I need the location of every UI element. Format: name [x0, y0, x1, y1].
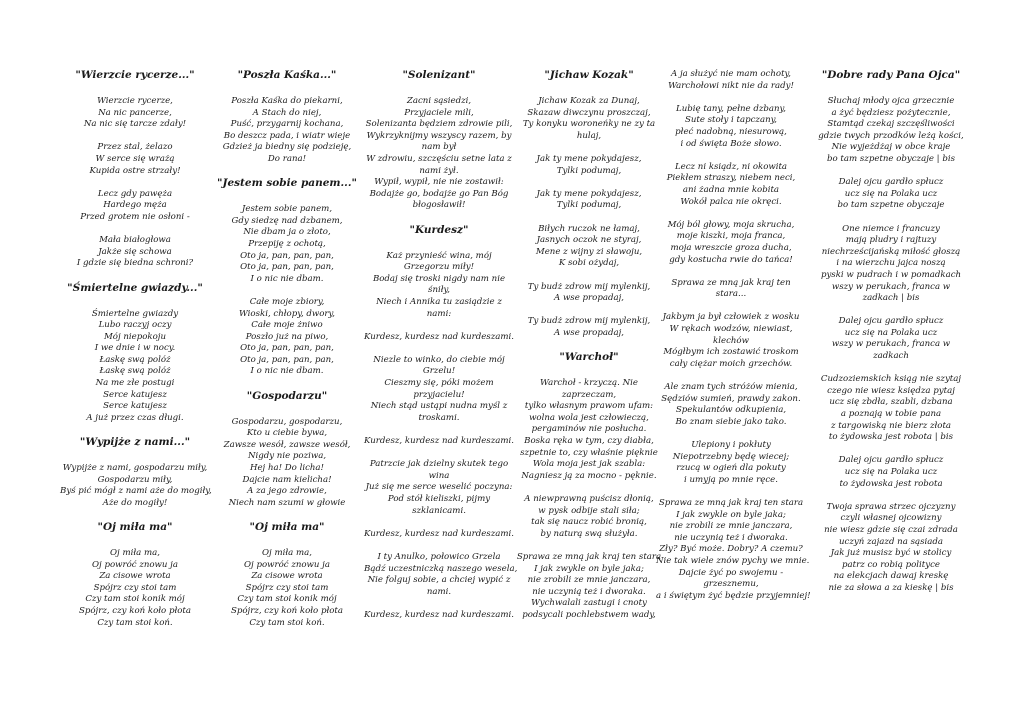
verse-line: I gdzie się biedna schroni?: [76, 258, 194, 269]
verse-line: Boska ręka w tym, czy diabła,: [524, 436, 654, 447]
verse-line: Grzelu!: [422, 366, 456, 377]
verse-line: Jak ty mene pokydajesz,: [536, 153, 642, 164]
verse-line: nie zrobili ze mnie janczara,: [669, 521, 793, 532]
verse-line: Byś pić mógł z nami aże do mogiły,: [60, 486, 212, 497]
verse-line: Czy tam stoi konik mój: [237, 594, 337, 605]
verse-line: stara...: [715, 289, 747, 300]
verse-line: Dajcie nam kielicha!: [242, 474, 332, 485]
verse-line: Jak już musisz być w stolicy: [830, 548, 952, 559]
verse-line: Bodajże go, bodajże go Pan Bóg: [369, 188, 509, 199]
stanza-break: [656, 266, 806, 278]
verse-line: płeć nadobną, niesurową,: [675, 126, 787, 137]
verse-line: Spójrz, czy koń koło płota: [230, 605, 343, 616]
verse-line: W rękach wodzów, niewiast,: [669, 324, 793, 335]
verse-line: a i świętym żyć będzie przyjemniej!: [656, 590, 811, 601]
verse-line: Kurdesz, kurdesz nad kurdeszami.: [364, 528, 514, 539]
verse-line: Jak ty mene pokydajesz,: [536, 188, 642, 199]
song-break: [60, 270, 210, 282]
verse-line: wina: [428, 470, 450, 481]
verse-line: Na me złe postugi: [95, 378, 175, 389]
song-block: [60, 521, 210, 629]
stanza-break: [514, 540, 664, 552]
verse-line: klechów: [713, 335, 749, 346]
verse-line: czyli własnej ojcowizny: [840, 513, 942, 524]
song-title: "Wierzcie rycerze...": [75, 69, 195, 81]
verse-line: Oj miła ma,: [262, 548, 312, 558]
verse-line: Nagniesz ją za mocno - pęknie.: [521, 470, 657, 481]
verse-line: Wypijże z nami, gospodarzu miły,: [62, 463, 208, 474]
verse-line: Gospodarzu, gospodarzu,: [231, 416, 343, 427]
column-2: [212, 69, 362, 629]
verse-line: Wykrzyknijmy wszyscy razem, by: [366, 130, 512, 141]
verse-line: A ja służyć nie mam ochoty,: [671, 69, 791, 79]
stanza-break: [364, 540, 514, 552]
verse-line: nie uczynią też i dworaka.: [674, 532, 788, 543]
verse-line: niechrześcijańską miłość głoszą: [821, 246, 961, 257]
verse-line: Serce katujesz: [103, 389, 167, 400]
song-block: [514, 351, 664, 621]
verse-line: Kurdesz, kurdesz nad kurdeszami.: [364, 609, 514, 620]
verse-line: na elekcjach dawaj kreskę: [833, 571, 949, 582]
verse-line: Nie tak wiele znów pychy we mnie.: [656, 555, 810, 566]
verse-line: Spójrz czy stoi tam: [93, 582, 177, 593]
column-1: [60, 69, 210, 629]
verse-line: ucz się na Polaka ucz: [844, 327, 938, 338]
verse-line: ani żadna mnie kobita: [682, 184, 780, 195]
verse-line: I jak zwykle on byle jaka;: [534, 563, 644, 574]
verse-line: Czy tam stoi koń.: [97, 617, 173, 628]
stanza-break: [60, 131, 210, 143]
verse-line: Oj miła ma,: [110, 548, 160, 558]
verse-line: Każ przynieść wina, mój: [386, 250, 492, 261]
verse-line: Serce katujesz: [103, 401, 167, 412]
verse-line: Lecz ni ksiądz, ni okowita: [674, 161, 788, 172]
verse-line: Niezle to winko, do ciebie mój: [373, 354, 505, 365]
verse-line: Bądź uczestniczką naszego wesela,: [364, 563, 518, 574]
song-break: [60, 509, 210, 521]
song-break: [212, 378, 362, 390]
verse-line: nami żył.: [419, 165, 459, 176]
stanza-break: [514, 142, 664, 154]
verse-line: Nie wyjeżdżaj w obce kraje: [831, 142, 951, 153]
verse-line: K sobi ożydaj,: [558, 258, 620, 269]
stanza-break: [364, 424, 514, 436]
verse-line: nami:: [426, 308, 452, 319]
verse-line: Jakże się schowa: [98, 246, 172, 257]
verse-line: zadkach: [873, 351, 909, 362]
stanza-break: [514, 270, 664, 282]
song-break: [212, 166, 362, 178]
stanza-break: [656, 150, 806, 162]
verse-line: nie wiesz gdzie się czai zdrada: [824, 524, 958, 535]
verse-line: cały ciężar moich grzechów.: [669, 358, 793, 369]
verse-line: nie zrobili ze mnie janczara,: [527, 575, 651, 586]
column-6: [816, 69, 966, 595]
verse-line: Aże do mogiły!: [102, 497, 168, 508]
verse-line: Spójrz, czy koń koło płota: [78, 605, 191, 616]
verse-line: Patrzcie jak dzielny skutek tego: [369, 459, 509, 470]
verse-line: A niewprawną puścisz dłonią,: [524, 494, 654, 504]
verse-line: Kurdesz, kurdesz nad kurdeszami.: [364, 436, 514, 447]
verse-line: Mała białogłowa: [99, 235, 171, 246]
verse-line: A za jego zdrowie,: [247, 486, 327, 497]
verse-line: W serce się wrażą: [95, 153, 175, 164]
stanza-break: [364, 343, 514, 355]
stanza-break: [656, 428, 806, 440]
stanza-break: [364, 448, 514, 460]
verse-line: uczyń zajazd na sąsiada: [838, 536, 944, 547]
verse-line: Wokół palca nie okręci.: [680, 196, 782, 207]
verse-line: to żydowska jest robota | bis: [828, 432, 954, 443]
stanza-break: [514, 177, 664, 189]
stanza-break: [656, 92, 806, 104]
verse-line: Nigdy nie poziwa,: [247, 451, 327, 462]
column-5: [656, 69, 811, 602]
verse-line: podsycali pochlebstwem wady,: [522, 609, 656, 620]
song-block: [212, 177, 362, 390]
verse-line: Łaskę swą polóż: [99, 366, 171, 377]
song-block: [364, 69, 514, 224]
song-block: [816, 69, 966, 595]
verse-line: gdzie twych przodków leżą kości,: [818, 130, 964, 141]
verse-line: Lecz gdy pawęża: [97, 188, 173, 199]
song-block: [514, 69, 664, 351]
stanza-break: [816, 305, 966, 317]
verse-line: Pod stół kieliszki, pijmy: [387, 494, 491, 504]
verse-line: Lubię tany, pełne dzbany,: [676, 103, 786, 114]
stanza-break: [816, 490, 966, 502]
verse-line: I we dnie i w nocy.: [94, 343, 176, 354]
verse-line: Oto ja, pan, pan, pan,: [240, 343, 334, 354]
verse-line: One niemce i francuzy: [842, 223, 940, 234]
verse-line: z targowiską nie bierz złota: [830, 420, 952, 431]
verse-line: A wse propadaj,: [554, 293, 624, 304]
stanza-break: [514, 212, 664, 224]
verse-line: zadkach | bis: [862, 293, 920, 304]
verse-line: grzesznemu,: [703, 579, 759, 590]
verse-line: Hej ha! Do licha!: [249, 463, 325, 474]
verse-line: to żydowska jest robota: [839, 478, 943, 489]
verse-line: Ty budż zdrow mij mylenkij,: [527, 316, 651, 327]
stanza-break: [60, 224, 210, 236]
verse-line: Ty budż zdrow mij mylenkij,: [527, 281, 651, 292]
verse-line: nam był: [421, 142, 457, 153]
verse-line: Jasnych oczok ne styraj,: [536, 235, 642, 246]
song-title: "Oj miła ma": [249, 521, 325, 533]
song-title: "Solenizant": [402, 69, 476, 81]
verse-line: tylko własnym prawom ufam:: [524, 401, 654, 412]
verse-line: A wse propadaj,: [554, 327, 624, 338]
verse-line: Dajcie żyć po swojemu -: [678, 567, 784, 578]
verse-line: Bodaj się troski nigdy nam nie: [372, 273, 506, 284]
stanza-break: [816, 363, 966, 375]
verse-line: Czy tam stoi konik mój: [85, 594, 185, 605]
song-title: "Warchoł": [559, 351, 619, 364]
verse-line: Dalej ojcu gardło spłucz: [838, 177, 944, 188]
verse-line: Jestem sobie panem,: [241, 204, 333, 215]
song-title: "Dobre rady Pana Ojca": [821, 69, 961, 81]
verse-line: Niech nam szumi w głowie: [228, 497, 346, 508]
verse-line: Nie dbam ja o złoto,: [243, 227, 331, 238]
verse-line: Oto ja, pan, pan, pan,: [240, 250, 334, 261]
verse-line: Niech i Annika tu zasiądzie z: [376, 296, 502, 307]
song-block: [212, 390, 362, 521]
verse-line: i umyją po mnie ręce.: [683, 474, 779, 485]
stanza-break: [656, 301, 806, 313]
verse-line: Mene z wijny zi sławoju,: [535, 246, 643, 257]
verse-line: Wierzcie rycerze,: [97, 96, 173, 106]
verse-line: Przepiję z ochotą,: [248, 238, 326, 249]
verse-line: wszy w perukach, franca w: [831, 339, 951, 350]
verse-line: bo tam szpetne obyczaje: [837, 200, 945, 211]
verse-line: w pysk odbije stali siła;: [538, 505, 640, 516]
verse-line: Kurdesz, kurdesz nad kurdeszami.: [364, 331, 514, 342]
verse-line: Przez stal, żelazo: [97, 142, 173, 153]
column-3: [364, 69, 518, 622]
verse-line: Przed grotem nie osłoni -: [80, 211, 190, 222]
verse-line: a żyć będziesz pożytecznie,: [831, 107, 951, 118]
verse-line: a poznają w tobie pana: [840, 409, 942, 420]
verse-line: Poszła Kaśka do piekarni,: [231, 96, 343, 106]
song-title: "Poszła Kaśka...": [237, 69, 337, 81]
stanza-break: [60, 177, 210, 189]
verse-line: Stamtąd czekaj szczęśliwości: [827, 119, 955, 130]
verse-line: A Stach do niej,: [252, 107, 322, 118]
verse-line: Niepotrzebny będę wiecej;: [672, 451, 790, 462]
song-title: "Jestem sobie panem...": [217, 177, 357, 190]
verse-line: Cieszmy się, póki możem: [384, 378, 494, 389]
verse-line: pergaminów nie posłucha.: [531, 424, 647, 435]
verse-line: moje kiszki, moja franca,: [676, 231, 786, 242]
verse-line: nami.: [426, 586, 452, 597]
song-block: [212, 521, 362, 629]
verse-line: Śmiertelne gwiazdy: [91, 308, 179, 319]
verse-line: Przyjaciele mili,: [404, 107, 474, 118]
verse-line: W zdrowiu, szczęściu setne lata z: [366, 153, 512, 164]
verse-line: Nie folguj sobie, a chciej wypić z: [367, 575, 511, 586]
verse-line: Zły? Być może. Dobry? A czemu?: [659, 544, 803, 555]
verse-line: ucz się na Polaka ucz: [844, 188, 938, 199]
verse-line: Warchoł - krzyczą. Nie: [540, 378, 638, 389]
verse-line: tak się naucz robić bronią,: [531, 517, 647, 528]
song-break: [364, 212, 514, 224]
verse-line: Skazaw diwczynu proszczaj,: [527, 107, 651, 118]
song-title: "Oj miła ma": [97, 521, 173, 533]
stanza-break: [212, 285, 362, 297]
verse-line: by naturą swą służyła.: [540, 528, 638, 539]
stanza-break: [816, 166, 966, 178]
verse-line: Na nic się tarcze zdały!: [83, 119, 187, 130]
verse-line: Wychwalali zastugi i cnoty: [531, 598, 647, 609]
verse-line: Sędziów sumień, prawdy zakon.: [661, 393, 801, 404]
verse-line: Mój ból głowy, moja skrucha,: [667, 219, 795, 230]
stanza-break: [364, 320, 514, 332]
verse-line: Na nic pancerze,: [98, 107, 172, 118]
verse-line: hulaj,: [576, 130, 602, 141]
verse-line: Sprawa ze mną jak kraj ten stara: [658, 497, 804, 508]
verse-line: Całe moje żniwo: [251, 320, 323, 331]
verse-line: i na wierzchu jajca noszą: [836, 258, 946, 269]
verse-line: wszy w perukach, franca w: [831, 281, 951, 292]
verse-line: nie za słowa a za kieskę | bis: [828, 582, 954, 593]
song-block: [364, 223, 518, 622]
song-block: [60, 282, 210, 437]
verse-line: Lubo raczyj oczy: [98, 320, 172, 331]
song-break: [60, 424, 210, 436]
verse-line: I o nic nie dbam.: [250, 366, 324, 377]
verse-line: Wypił, wypił, nie nie zostawił:: [374, 177, 504, 188]
verse-line: I o nic nie dbam.: [250, 273, 324, 284]
verse-line: Jichaw Kozak za Dunaj,: [538, 96, 640, 106]
verse-line: gdy kostucha rwie do tańca!: [669, 254, 793, 265]
verse-line: Tylki podumaj,: [556, 200, 622, 211]
verse-line: zaprzeczam,: [561, 389, 617, 400]
verse-line: Do rana!: [267, 153, 307, 164]
song-title: "Kurdesz": [409, 223, 469, 236]
verse-line: Niech stąd ustąpi nudna myśl z: [370, 401, 508, 412]
stanza-break: [364, 598, 514, 610]
verse-line: Całe moje zbiory,: [249, 296, 325, 307]
verse-line: szklanicami.: [412, 505, 466, 516]
verse-line: szpetnie to, czy właśnie pięknie: [520, 447, 658, 458]
verse-line: Kupida ostre strzały!: [89, 165, 181, 176]
column-4: [514, 69, 664, 622]
stanza-break: [656, 486, 806, 498]
verse-line: Ale znam tych stróżów mienia,: [664, 382, 798, 393]
stanza-break: [514, 482, 664, 494]
verse-line: przyjacielu!: [413, 389, 465, 400]
verse-line: Mógłbym ich zostawić troskom: [663, 347, 799, 358]
song-block: [656, 69, 811, 602]
verse-line: Kto u ciebie bywa,: [246, 428, 328, 439]
song-break: [212, 509, 362, 521]
stanza-break: [816, 212, 966, 224]
verse-line: Zacni sąsiedzi,: [406, 96, 472, 106]
verse-line: Ty konyku woroneńky ne zy ta: [522, 119, 656, 130]
verse-line: patrz co robią polityce: [842, 559, 940, 570]
stanza-break: [514, 305, 664, 317]
verse-line: Spekulantów odkupienia,: [675, 405, 787, 416]
verse-line: Oto ja, pan, pan, pan,: [240, 354, 334, 365]
verse-line: Sprawa ze mną jak kraj ten stara: [516, 551, 662, 562]
song-block: [212, 69, 362, 177]
verse-line: Puść, przygarnij kochana,: [230, 119, 344, 130]
verse-line: Bo znam siebie jako tako.: [675, 416, 787, 427]
verse-line: mają pludry i rajtuzy: [845, 235, 937, 246]
song-block: [60, 436, 210, 521]
verse-line: Piekłem straszy, niebem neci,: [666, 173, 796, 184]
verse-line: bo tam szpetne obyczaje | bis: [827, 153, 955, 164]
verse-line: Bo deszcz pada, i wiatr wieje: [223, 130, 351, 141]
stanza-break: [816, 444, 966, 456]
verse-line: troskami.: [418, 412, 460, 423]
verse-line: Dalej ojcu gardło spłucz: [838, 316, 944, 327]
verse-line: Tylki podumaj,: [556, 165, 622, 176]
verse-line: Warchołowi nikt nie da rady!: [668, 80, 794, 91]
verse-line: pyski w pudrach i w pomadkach: [820, 269, 962, 280]
verse-line: śniły,: [428, 285, 450, 296]
verse-line: Grzegorzu miły!: [403, 262, 475, 273]
verse-line: wolna wola jest człowieczą,: [529, 412, 649, 423]
verse-line: Poszło już na piwo,: [245, 331, 329, 342]
verse-line: Jakbym ja był człowiek z wosku: [662, 312, 800, 323]
verse-line: Już się me serce weselić poczyna:: [365, 482, 513, 493]
verse-line: Gdy siedzę nad dzbanem,: [231, 215, 343, 226]
stanza-break: [364, 517, 514, 529]
verse-line: Łaskę swą polóż: [99, 354, 171, 365]
verse-line: I jak zwykle on byle jaka;: [676, 509, 786, 520]
verse-line: Biłych ruczok ne łamaj,: [538, 223, 640, 234]
verse-line: błogosławił!: [412, 200, 466, 211]
verse-line: Spójrz czy stoi tam: [245, 582, 329, 593]
verse-line: nie uczynią też i dworaka.: [532, 586, 646, 597]
verse-line: Słuchaj młody ojca grzecznie: [827, 96, 955, 106]
verse-line: Ulepiony i pokłuty: [691, 440, 771, 450]
verse-line: Wola moja jest jak szabla:: [532, 459, 646, 470]
song-title: "Wypijże z nami...": [79, 436, 191, 449]
verse-line: Oj powróć znowu ja: [92, 559, 178, 570]
verse-line: Sute stoły i tapczany,: [684, 115, 778, 126]
verse-line: A już przez czas długi.: [86, 412, 184, 423]
verse-line: Dalej ojcu gardło spłucz: [838, 455, 944, 466]
song-title: "Jichaw Kozak": [544, 69, 634, 81]
verse-line: I ty Anulko, połowico Grzela: [377, 551, 501, 562]
verse-line: rzucą w ogień dla pokuty: [676, 463, 786, 474]
verse-line: Oj powróć znowu ja: [244, 559, 330, 570]
verse-line: Gdzież ja biedny się podzieję,: [222, 142, 352, 153]
verse-line: czego nie wiesz księdza pytaj: [827, 385, 955, 396]
verse-line: Wioski, chłopy, dwory,: [238, 308, 335, 319]
verse-line: Hardego męża: [103, 200, 167, 211]
verse-line: ucz się na Polaka ucz: [844, 467, 938, 477]
verse-line: Solenizanta będziem zdrowie pili,: [365, 119, 513, 130]
verse-line: Zawsze wesół, zawsze wesół,: [223, 439, 351, 450]
verse-line: Za cisowe wrota: [251, 571, 323, 582]
verse-line: i od święta Boże słowo.: [680, 138, 782, 149]
verse-line: Gospodarzu miły,: [97, 474, 173, 485]
verse-line: Twoja sprawa strzec ojczyzny: [826, 501, 956, 512]
verse-line: Cudzoziemskich ksiąg nie szytaj: [820, 374, 962, 385]
song-title: "Śmiertelne gwiazdy...": [67, 281, 203, 294]
song-block: [60, 69, 210, 282]
verse-line: moja wreszcie groza ducha,: [670, 242, 792, 253]
verse-line: Sprawa ze mną jak kraj ten: [671, 277, 791, 288]
verse-line: Mój niepokoju: [104, 331, 166, 342]
verse-line: Za cisowe wrota: [99, 571, 171, 582]
stanza-break: [656, 208, 806, 220]
verse-line: Oto ja, pan, pan, pan,: [240, 262, 334, 273]
stanza-break: [656, 370, 806, 382]
song-title: "Gospodarzu": [246, 389, 328, 402]
song-break: [514, 339, 664, 351]
verse-line: ucz się zbdła, szabli, dzbana: [829, 397, 953, 408]
verse-line: Czy tam stoi koń.: [249, 617, 325, 628]
